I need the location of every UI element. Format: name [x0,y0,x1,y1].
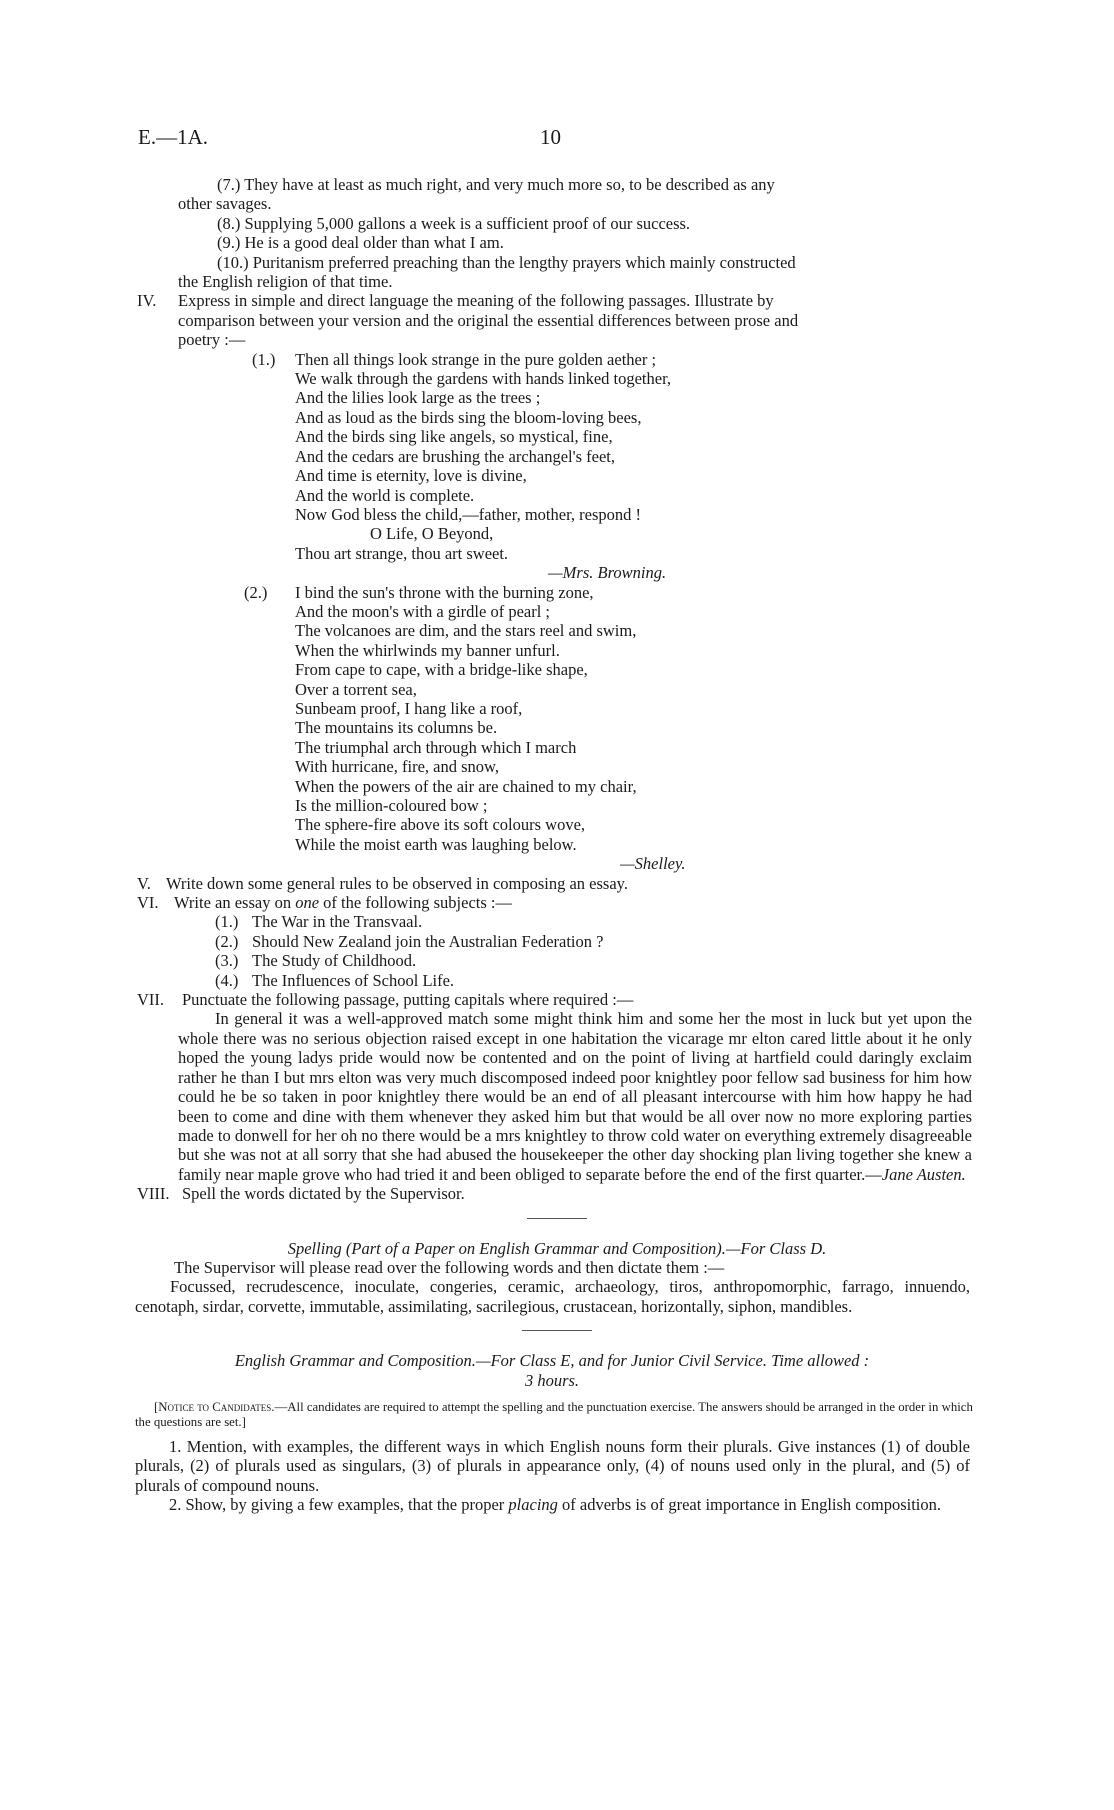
question-7-label: VII. [137,990,165,1010]
question-8 [0,1184,1114,1203]
question-5-text: Write down some general rules to be observed in composing an essay. [166,873,628,893]
subject-number: (2.) [215,931,239,951]
question-4-line-1 [0,291,1114,310]
document-reference: E.—1A. [138,125,208,149]
punctuation-passage [0,1009,1114,1184]
section-divider [527,1218,587,1219]
poem-2-label: (2.) [244,582,268,602]
poem-2-line: From cape to cape, with a bridge-like shape, [295,660,588,680]
page-body [0,175,1114,1515]
poem-2-line: When the powers of the air are chained to my chair, [295,776,637,796]
question-6-text: Write an essay on [174,893,296,913]
poem-1-line: And the birds sing like angels, so mystical, fine, [295,427,613,447]
subject-number: (1.) [215,912,239,932]
question-6-emphasis: one [295,893,320,913]
poem-1-attribution: —Mrs. Browning. [548,563,667,583]
item-9: (9.) He is a good deal older than what I am. [217,233,504,253]
poem-1-line: Now God bless the child,—father, mother, respond ! [295,504,642,524]
poem-2-line: Sunbeam proof, I hang like a roof, [295,698,523,718]
poem-2-line-text: I bind the sun's throne with the burning zone, [295,582,594,602]
grammar-title-line-2: 3 hours. [524,1370,580,1390]
grammar-question-2 [0,1495,1114,1514]
essay-subject [0,932,1114,951]
item-7-line-1: (7.) They have at least as much right, and very much more so, to be described as any [217,175,775,194]
poem-1-label: (1.) [252,349,276,369]
question-4-line-3: poetry :— [178,330,246,350]
poem-2-line: The sphere-fire above its soft colours wove, [295,815,586,835]
subject-text: The Influences of School Life. [252,970,455,990]
essay-subjects [0,912,1114,990]
subject-text: The Study of Childhood. [252,951,417,971]
poem-1-line: And the cedars are brushing the archangel's feet, [295,446,616,466]
poem-browning [0,350,1114,583]
question-8-label: VIII. [137,1184,170,1204]
punctuation-passage-text: In general it was a well-approved match some might think him and some her the most in luck but yet upon the whole there was no serious objection raised except in one habitation the vicarage mr elton cared little about it he only hoped the young ladys pride would now be contented and on the point of living at hartfield could daringly exclaim rather he than I but mrs elton was very much discomposed indeed poor knightley poor fellow sad business for him how could he be so taken in poor knightley there would be an end of all pleasant intercourse with him how happy he had been to come and dine with them whenever they asked him but that would be all over now no more exploring parties made to donwell for her oh no there would be a mrs knightley to throw cold water on everything extremely disagreeable but she was not at all sorry that she had abused the housekeeper the other day shocking plan living together she knew a family near maple grove who had tried it and been obliged to separate before the end of the first quarter.— [178,1009,972,1184]
poem-2-line: The volcanoes are dim, and the stars reel and swim, [295,621,637,641]
poem-2-line: While the moist earth was laughing below. [295,834,577,854]
question-3-continued [0,175,1114,291]
question-8-text: Spell the words dictated by the Supervisor. [182,1184,465,1204]
spelling-title: Spelling (Part of a Paper on English Grammar and Composition).—For Class D. [287,1238,827,1258]
question-5 [0,874,1114,893]
poem-2-line: The mountains its columns be. [295,718,498,738]
subject-text: Should New Zealand join the Australian Federation ? [252,931,604,951]
poem-2-attribution: —Shelley. [620,854,686,874]
grammar-title-line-1: English Grammar and Composition.—For Class E, and for Junior Civil Service. Time allowed : [234,1351,870,1371]
poem-1-line: And the lilies look large as the trees ; [295,388,541,408]
poem-2-line: When the whirlwinds my banner unfurl. [295,640,560,660]
question-7 [0,990,1114,1009]
question-4-label: IV. [137,291,157,311]
grammar-question-1: 1. Mention, with examples, the different ways in which English nouns form their plurals. Give instances (1) of double plurals, (2) of plurals used as singulars, (3) of plurals in appearance only, (4) of nouns used only in the plural, and (5) of plurals of compound nouns. [135,1436,970,1495]
spelling-intro: The Supervisor will please read over the following words and then dictate them :— [174,1257,725,1277]
essay-subject [0,951,1114,970]
question-4-text-1: Express in simple and direct language the meaning of the following passages. Illustrate by [178,291,774,311]
poem-2-line [0,583,1114,602]
page-number: 10 [540,125,561,149]
poem-2-line: The triumphal arch through which I march [295,737,577,757]
question-6 [0,893,1114,912]
poem-shelley [0,583,1114,874]
notice-to-candidates [0,1400,1114,1431]
poem-2-line: With hurricane, fire, and snow, [295,757,499,777]
subject-text: The War in the Transvaal. [252,912,423,932]
grammar-question-2-text-end: of adverbs is of great importance in English composition. [557,1495,941,1515]
item-10-line-2: the English religion of that time. [178,272,393,292]
poem-2-line: Over a torrent sea, [295,679,417,699]
question-4-line-2: comparison between your version and the original the essential differences between prose and [178,310,799,330]
grammar-question-2-emphasis: placing [508,1495,558,1515]
question-6-label: VI. [137,893,159,913]
poem-1-line [0,350,1114,369]
poem-1-line: O Life, O Beyond, [370,524,494,544]
poem-1-line: And time is eternity, love is divine, [295,466,527,486]
poem-1-line: And as loud as the birds sing the bloom-loving bees, [295,407,642,427]
poem-2-line: Is the million-coloured bow ; [295,796,488,815]
poem-1-line: We walk through the gardens with hands linked together, [295,369,672,389]
passage-author: Jane Austen. [881,1164,966,1184]
question-7-text: Punctuate the following passage, putting capitals where required :— [182,990,634,1010]
item-7-line-2: other savages. [178,194,272,214]
item-8: (8.) Supplying 5,000 gallons a week is a sufficient proof of our success. [217,213,691,233]
essay-subject [0,912,1114,931]
notice-heading: [Notice to Candidates. [154,1399,275,1414]
poem-2-line: And the moon's with a girdle of pearl ; [295,601,551,621]
question-5-label: V. [137,873,151,893]
poem-1-line: Thou art strange, thou art sweet. [295,543,509,563]
item-10-line-1: (10.) Puritanism preferred preaching than the lengthy prayers which mainly constructed [217,252,796,272]
subject-number: (3.) [215,951,239,971]
grammar-question-2-text: 2. Show, by giving a few examples, that the proper [169,1495,509,1515]
essay-subject [0,971,1114,990]
poem-1-line-text: Then all things look strange in the pure golden aether ; [295,349,657,369]
page-header [138,125,968,155]
section-divider [522,1330,592,1331]
spelling-words: Focussed, recrudescence, inoculate, congeries, ceramic, archaeology, tiros, anthropomorphic, farrago, innuendo, cenotaph, sirdar, corvette, immutable, assimilating, sacrilegious, crustacean, horizontally, siphon, mandibles. [135,1277,970,1316]
subject-number: (4.) [215,970,239,990]
question-4 [0,291,1114,873]
question-6-text-end: of the following subjects :— [319,893,512,913]
notice-text: —All candidates are required to attempt the spelling and the punctuation exercise. The answers should be arranged in the order in which the questions are set.] [135,1399,973,1430]
poem-1-line: And the world is complete. [295,485,475,505]
